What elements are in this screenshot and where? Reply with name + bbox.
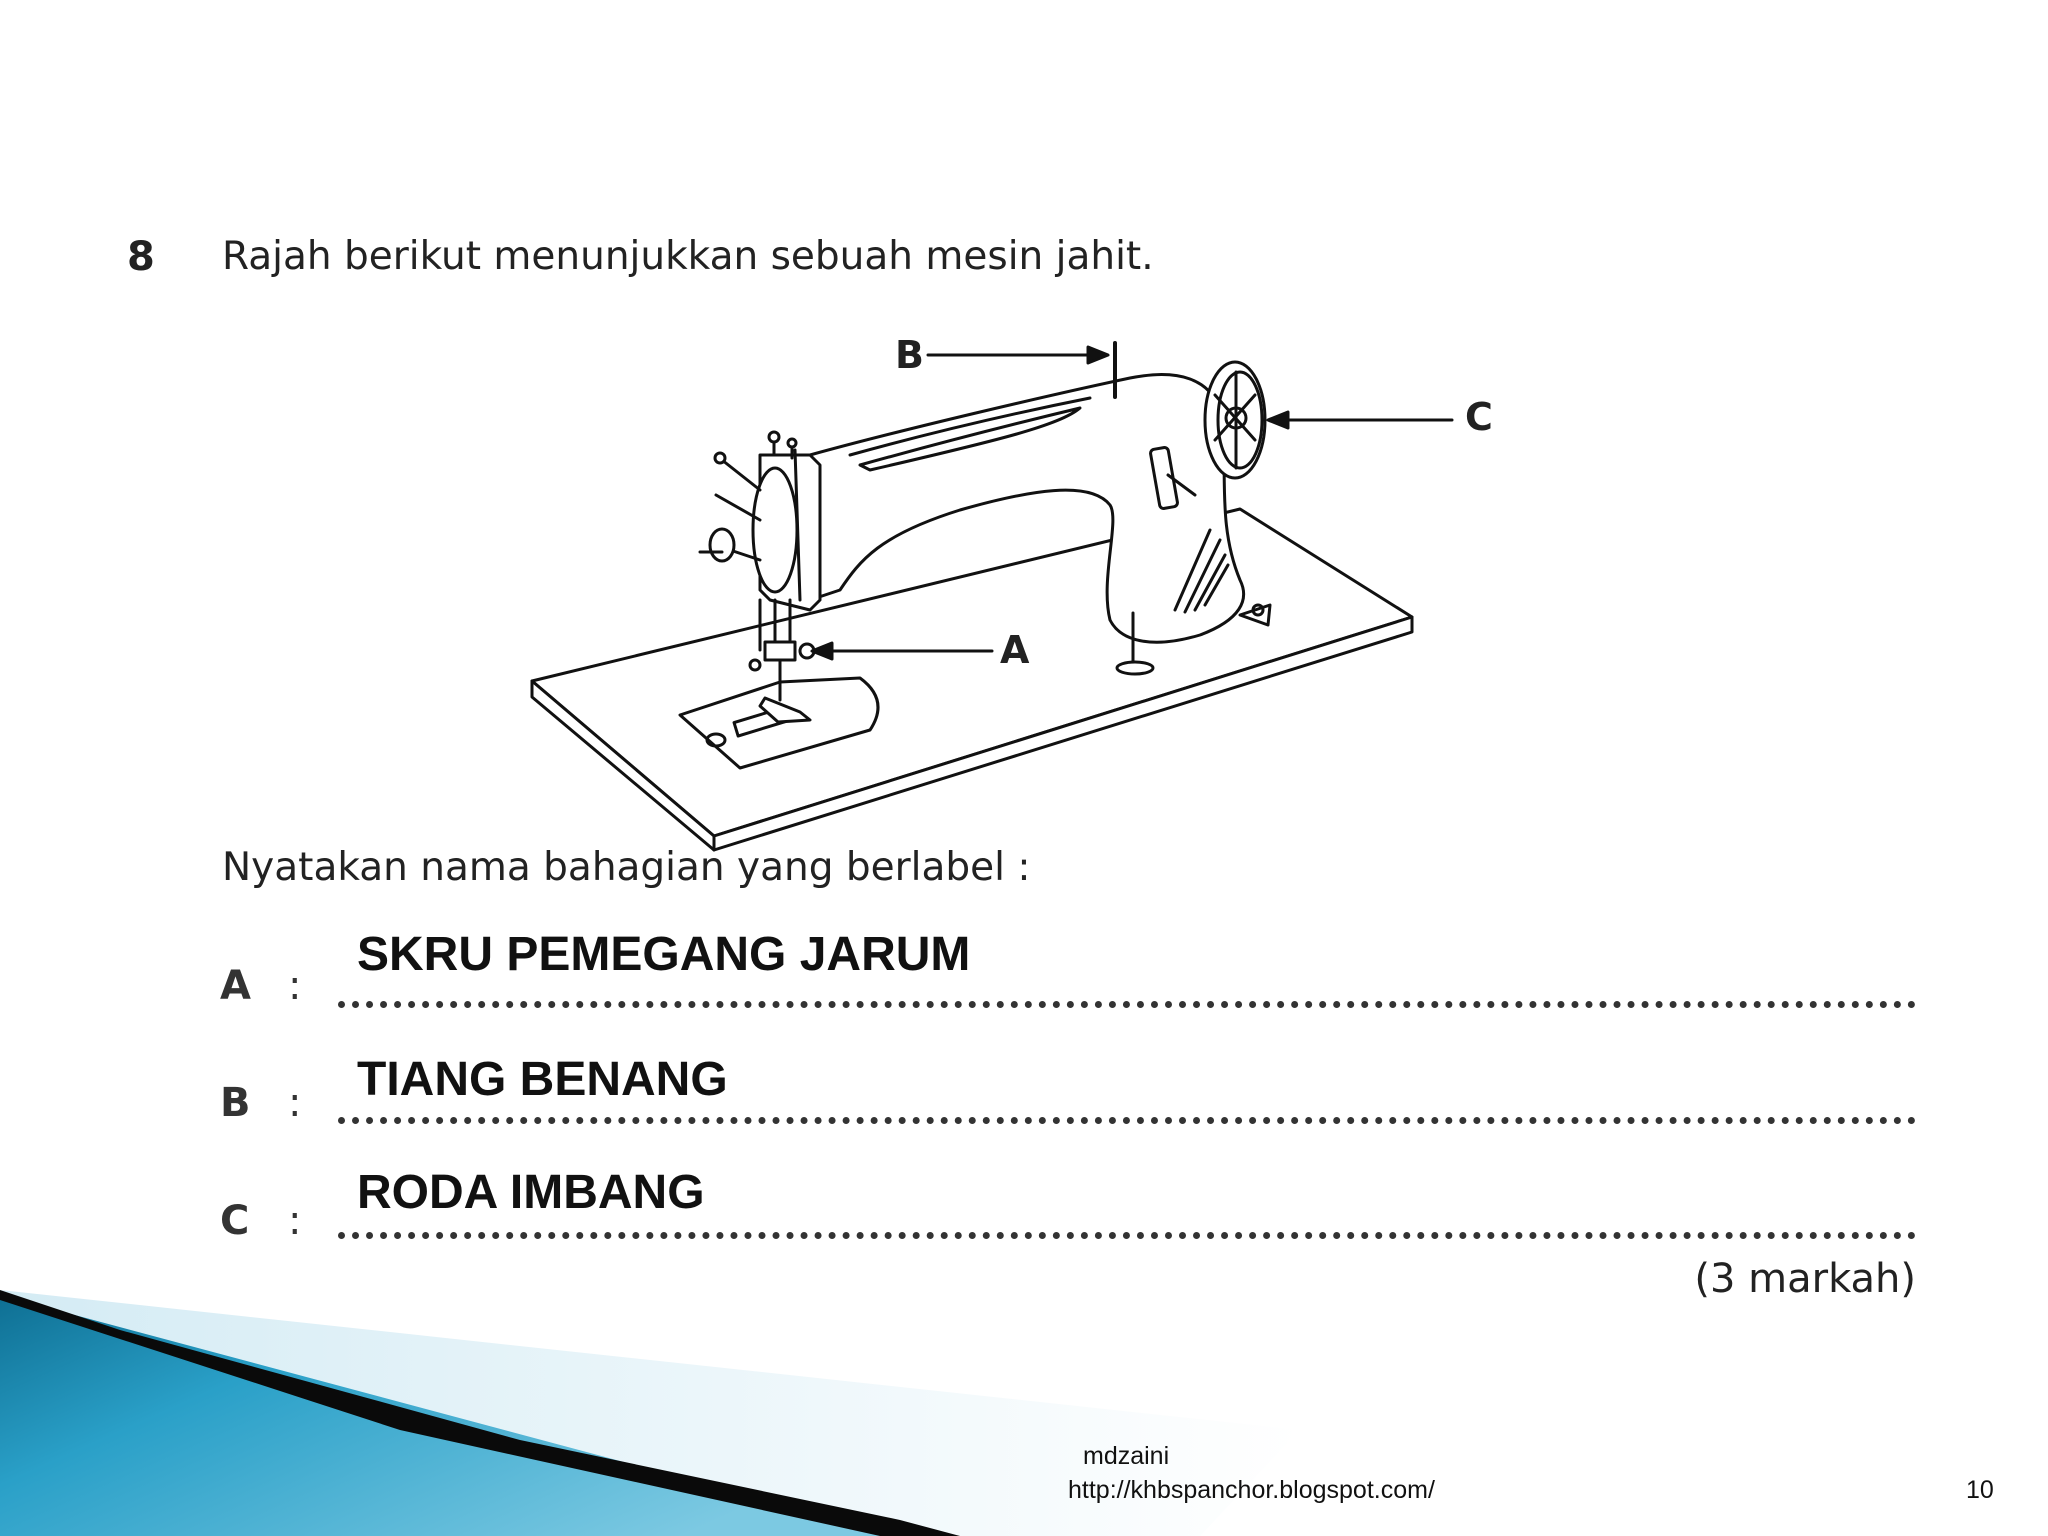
answer-colon-c: : [288, 1198, 302, 1244]
page-number: 10 [1966, 1476, 1994, 1504]
answer-line-c [338, 1226, 1916, 1239]
diagram-label-a: A [1000, 628, 1030, 672]
answer-letter-a: A [220, 963, 251, 1009]
diagram-label-b: B [895, 333, 924, 377]
question-number: 8 [127, 234, 155, 280]
marks-label: (3 markah) [1694, 1256, 1916, 1302]
answer-line-b [338, 1111, 1916, 1124]
answer-line-a [338, 995, 1916, 1008]
answer-text-a: SKRU PEMEGANG JARUM [357, 928, 971, 981]
thread-take-up-lever [722, 460, 760, 490]
arrow-b-head [1088, 347, 1108, 363]
footer-author: mdzaini [1083, 1442, 1170, 1470]
answer-letter-c: C [220, 1198, 250, 1244]
tension-dial [710, 529, 734, 561]
answer-colon-a: : [288, 963, 302, 1009]
face-plate [753, 468, 797, 592]
answer-text-c: RODA IMBANG [357, 1166, 705, 1219]
arrow-c-head [1268, 412, 1288, 428]
question-text: Rajah berikut menunjukkan sebuah mesin jahit. [222, 234, 1154, 279]
answer-colon-b: : [288, 1080, 302, 1126]
instruction-text: Nyatakan nama bahagian yang berlabel : [222, 845, 1031, 890]
answer-letter-b: B [220, 1080, 251, 1126]
footer-url[interactable]: http://khbspanchor.blogspot.com/ [1068, 1476, 1435, 1504]
answer-text-b: TIANG BENANG [357, 1053, 728, 1106]
diagram-label-c: C [1465, 395, 1493, 439]
